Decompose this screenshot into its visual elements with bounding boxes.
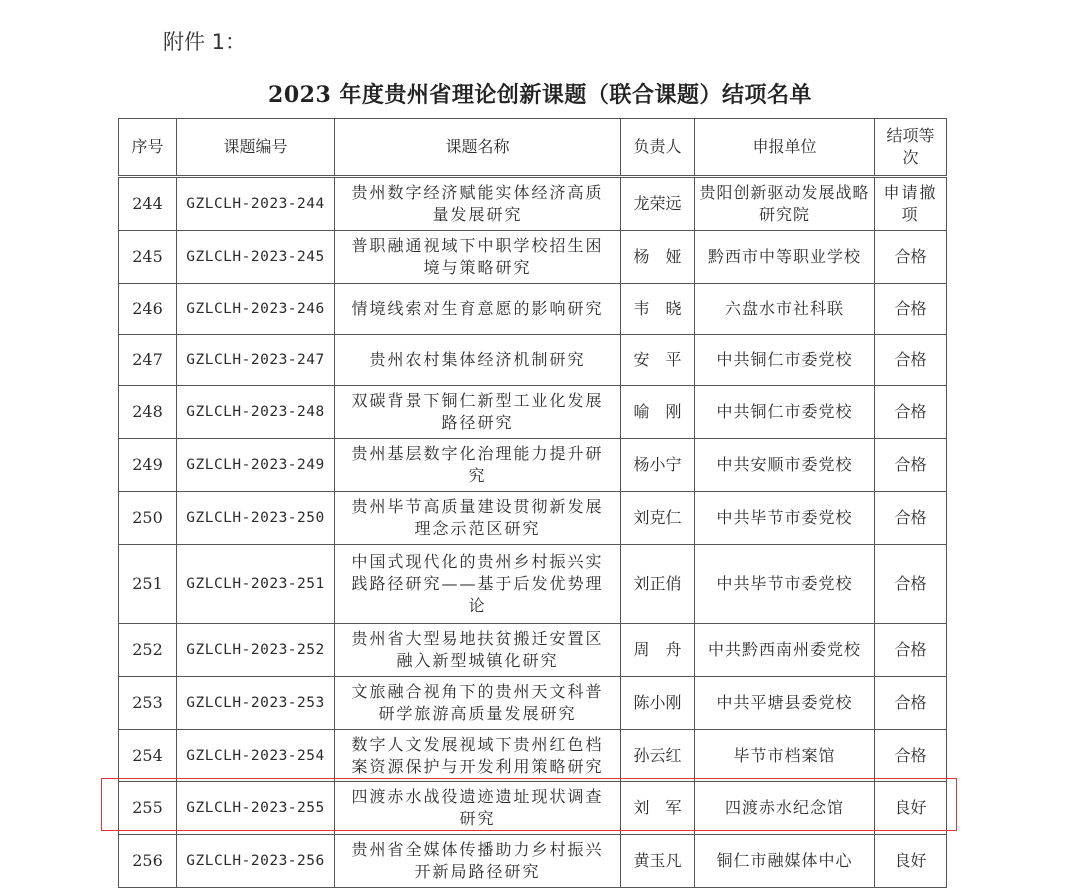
- table-row: [119, 492, 947, 545]
- cell-code: GZLCLH-2023-249: [177, 439, 335, 492]
- cell-no: 256: [119, 835, 177, 888]
- cell-unit: 中共黔西南州委党校: [695, 624, 875, 677]
- cell-name: 贵州省大型易地扶贫搬迁安置区融入新型城镇化研究: [335, 624, 621, 677]
- cell-code: GZLCLH-2023-253: [177, 677, 335, 730]
- header-lead: 负责人: [621, 119, 695, 177]
- cell-grade: 合格: [875, 386, 947, 439]
- cell-unit: 六盘水市社科联: [695, 284, 875, 335]
- cell-unit: 中共毕节市委党校: [695, 492, 875, 545]
- cell-no: 250: [119, 492, 177, 545]
- cell-grade: 合格: [875, 730, 947, 782]
- cell-name: 情境线索对生育意愿的影响研究: [335, 284, 621, 335]
- cell-no: 249: [119, 439, 177, 492]
- header-code: 课题编号: [177, 119, 335, 177]
- cell-name: 贵州农村集体经济机制研究: [335, 335, 621, 386]
- cell-name: 文旅融合视角下的贵州天文科普研学旅游高质量发展研究: [335, 677, 621, 730]
- cell-lead: 杨小宁: [621, 439, 695, 492]
- cell-code: GZLCLH-2023-248: [177, 386, 335, 439]
- table-row: [119, 677, 947, 730]
- cell-code: GZLCLH-2023-246: [177, 284, 335, 335]
- cell-no: 248: [119, 386, 177, 439]
- cell-code: GZLCLH-2023-244: [177, 177, 335, 231]
- header-name: 课题名称: [335, 119, 621, 177]
- cell-code: GZLCLH-2023-254: [177, 730, 335, 782]
- cell-unit: 毕节市档案馆: [695, 730, 875, 782]
- header-row: [119, 119, 947, 177]
- cell-grade: 合格: [875, 231, 947, 284]
- table-row: [119, 730, 947, 782]
- cell-unit: 中共毕节市委党校: [695, 545, 875, 624]
- cell-no: 255: [119, 782, 177, 835]
- cell-grade: 合格: [875, 677, 947, 730]
- cell-name: 贵州数字经济赋能实体经济高质量发展研究: [335, 177, 621, 231]
- header-unit: 申报单位: [695, 119, 875, 177]
- cell-name: 数字人文发展视域下贵州红色档案资源保护与开发利用策略研究: [335, 730, 621, 782]
- cell-no: 245: [119, 231, 177, 284]
- cell-grade: 合格: [875, 335, 947, 386]
- cell-unit: 四渡赤水纪念馆: [695, 782, 875, 835]
- cell-lead: 刘克仁: [621, 492, 695, 545]
- table-row: [119, 284, 947, 335]
- cell-grade: 合格: [875, 284, 947, 335]
- document-title: 2023 年度贵州省理论创新课题（联合课题）结项名单: [268, 82, 812, 108]
- cell-grade: 合格: [875, 545, 947, 624]
- cell-name: 贵州省全媒体传播助力乡村振兴开新局路径研究: [335, 835, 621, 888]
- cell-lead: 刘正俏: [621, 545, 695, 624]
- cell-unit: 中共铜仁市委党校: [695, 335, 875, 386]
- attachment-label: 附件 1：: [163, 30, 247, 54]
- table-row: [119, 386, 947, 439]
- cell-lead: 刘 军: [621, 782, 695, 835]
- cell-name: 中国式现代化的贵州乡村振兴实践路径研究——基于后发优势理论: [335, 545, 621, 624]
- cell-name: 双碳背景下铜仁新型工业化发展路径研究: [335, 386, 621, 439]
- cell-lead: 陈小刚: [621, 677, 695, 730]
- cell-unit: 黔西市中等职业学校: [695, 231, 875, 284]
- cell-grade: 合格: [875, 492, 947, 545]
- cell-no: 254: [119, 730, 177, 782]
- cell-no: 253: [119, 677, 177, 730]
- cell-grade: 良好: [875, 835, 947, 888]
- header-no: 序号: [119, 119, 177, 177]
- cell-code: GZLCLH-2023-251: [177, 545, 335, 624]
- table-row: [119, 624, 947, 677]
- table-row: [119, 231, 947, 284]
- cell-lead: 喻 刚: [621, 386, 695, 439]
- cell-name: 普职融通视域下中职学校招生困境与策略研究: [335, 231, 621, 284]
- cell-no: 251: [119, 545, 177, 624]
- table-row: [119, 439, 947, 492]
- cell-name: 四渡赤水战役遗迹遗址现状调查研究: [335, 782, 621, 835]
- cell-unit: 中共铜仁市委党校: [695, 386, 875, 439]
- cell-unit: 贵阳创新驱动发展战略研究院: [695, 177, 875, 231]
- cell-unit: 中共平塘县委党校: [695, 677, 875, 730]
- cell-unit: 中共安顺市委党校: [695, 439, 875, 492]
- cell-lead: 孙云红: [621, 730, 695, 782]
- table-row: [119, 835, 947, 888]
- cell-grade: 申请撤项: [875, 177, 947, 231]
- cell-lead: 黄玉凡: [621, 835, 695, 888]
- header-grade: 结项等次: [875, 119, 947, 177]
- table-row: [119, 177, 947, 231]
- table-row: [119, 782, 947, 835]
- cell-unit: 铜仁市融媒体中心: [695, 835, 875, 888]
- cell-grade: 合格: [875, 439, 947, 492]
- cell-lead: 龙荣远: [621, 177, 695, 231]
- cell-code: GZLCLH-2023-252: [177, 624, 335, 677]
- cell-name: 贵州毕节高质量建设贯彻新发展理念示范区研究: [335, 492, 621, 545]
- results-table: [118, 118, 947, 888]
- table-row: [119, 545, 947, 624]
- cell-code: GZLCLH-2023-256: [177, 835, 335, 888]
- cell-lead: 杨 娅: [621, 231, 695, 284]
- cell-code: GZLCLH-2023-247: [177, 335, 335, 386]
- cell-lead: 韦 晓: [621, 284, 695, 335]
- cell-code: GZLCLH-2023-250: [177, 492, 335, 545]
- cell-no: 246: [119, 284, 177, 335]
- cell-lead: 周 舟: [621, 624, 695, 677]
- cell-name: 贵州基层数字化治理能力提升研究: [335, 439, 621, 492]
- cell-code: GZLCLH-2023-245: [177, 231, 335, 284]
- cell-code: GZLCLH-2023-255: [177, 782, 335, 835]
- cell-lead: 安 平: [621, 335, 695, 386]
- cell-no: 252: [119, 624, 177, 677]
- cell-no: 244: [119, 177, 177, 231]
- table-row: [119, 335, 947, 386]
- cell-grade: 良好: [875, 782, 947, 835]
- cell-grade: 合格: [875, 624, 947, 677]
- cell-no: 247: [119, 335, 177, 386]
